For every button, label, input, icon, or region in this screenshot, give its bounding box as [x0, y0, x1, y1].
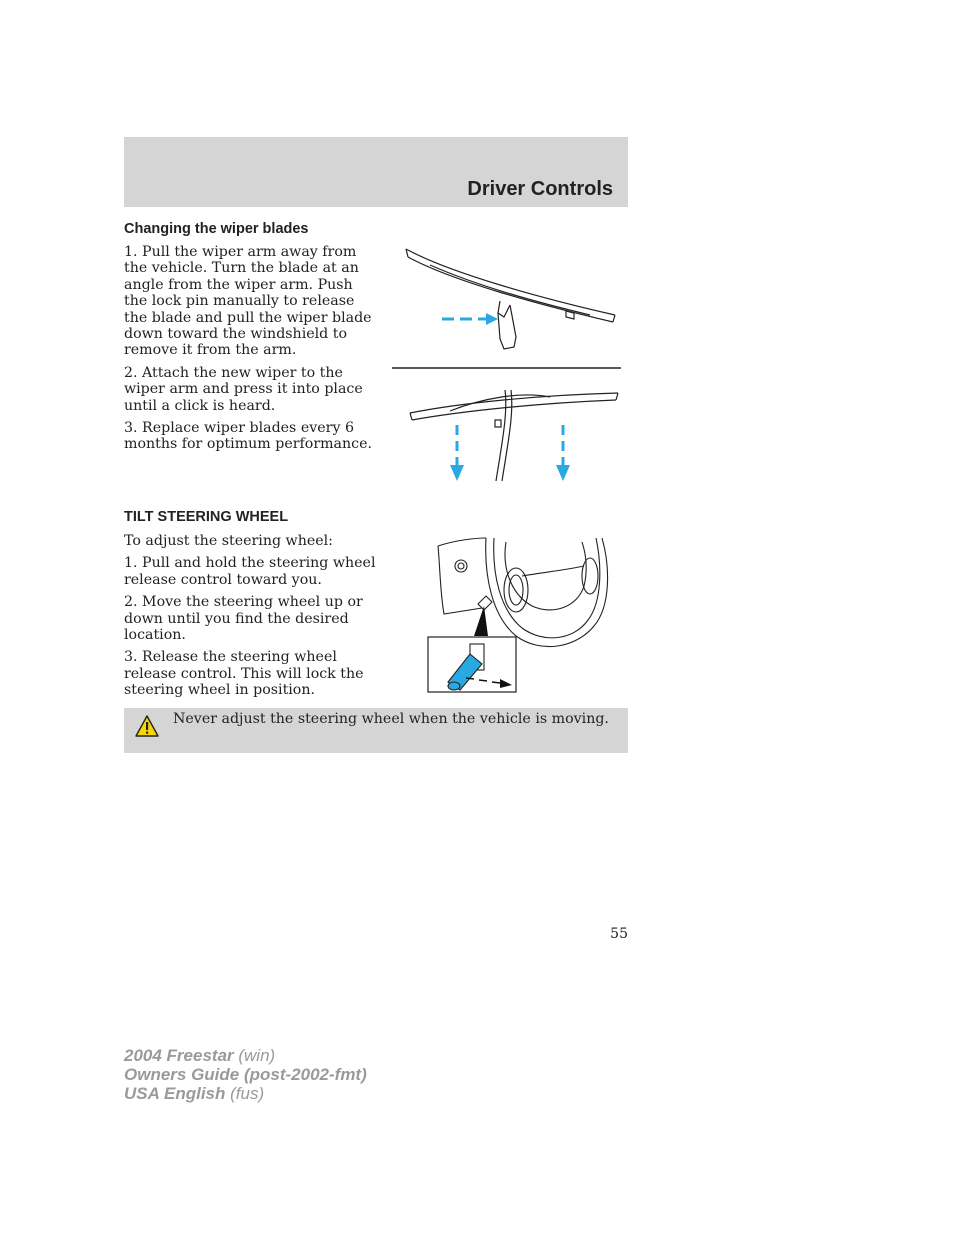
wiper-steps — [124, 244, 376, 459]
wiper-step-3: 3. Replace wiper blades every 6 months for optimum performance. — [124, 420, 372, 453]
footer-line-1: 2004 Freestar (win) — [124, 1046, 276, 1065]
wiper-step-1: 1. Pull the wiper arm away from the vehicle. Turn the blade at an angle from the wiper arm. Push the lock pin manually to release the blade and pull the wiper blade down toward the windshield to remove it from the arm. — [124, 244, 372, 359]
warning-triangle-icon — [135, 714, 159, 738]
tilt-section-title: TILT STEERING WHEEL — [124, 509, 289, 525]
warning-text: Never adjust the steering wheel when the vehicle is moving. — [173, 711, 609, 727]
header-band — [124, 137, 628, 207]
tilt-steps — [124, 533, 376, 705]
footer-line-3: USA English (fus) — [124, 1084, 265, 1103]
page-title: Driver Controls — [467, 178, 613, 200]
footer — [124, 1046, 367, 1103]
tilt-step-3: 3. Release the steering wheel release control. This will lock the steering wheel in position. — [124, 649, 364, 699]
footer-line-2: Owners Guide (post-2002-fmt) — [124, 1065, 367, 1084]
wiper-step-2: 2. Attach the new wiper to the wiper arm and press it into place until a click is heard. — [124, 364, 363, 414]
page-number: 55 — [610, 926, 628, 942]
tilt-step-1: 1. Pull and hold the steering wheel release control toward you. — [124, 555, 376, 588]
wiper-blade-illustration — [390, 243, 626, 483]
tilt-intro: To adjust the steering wheel: — [124, 533, 333, 549]
warning-box — [124, 708, 628, 753]
steering-wheel-illustration — [426, 536, 612, 696]
tilt-step-2: 2. Move the steering wheel up or down until you find the desired location. — [124, 594, 363, 644]
wiper-section-title: Changing the wiper blades — [124, 221, 309, 237]
